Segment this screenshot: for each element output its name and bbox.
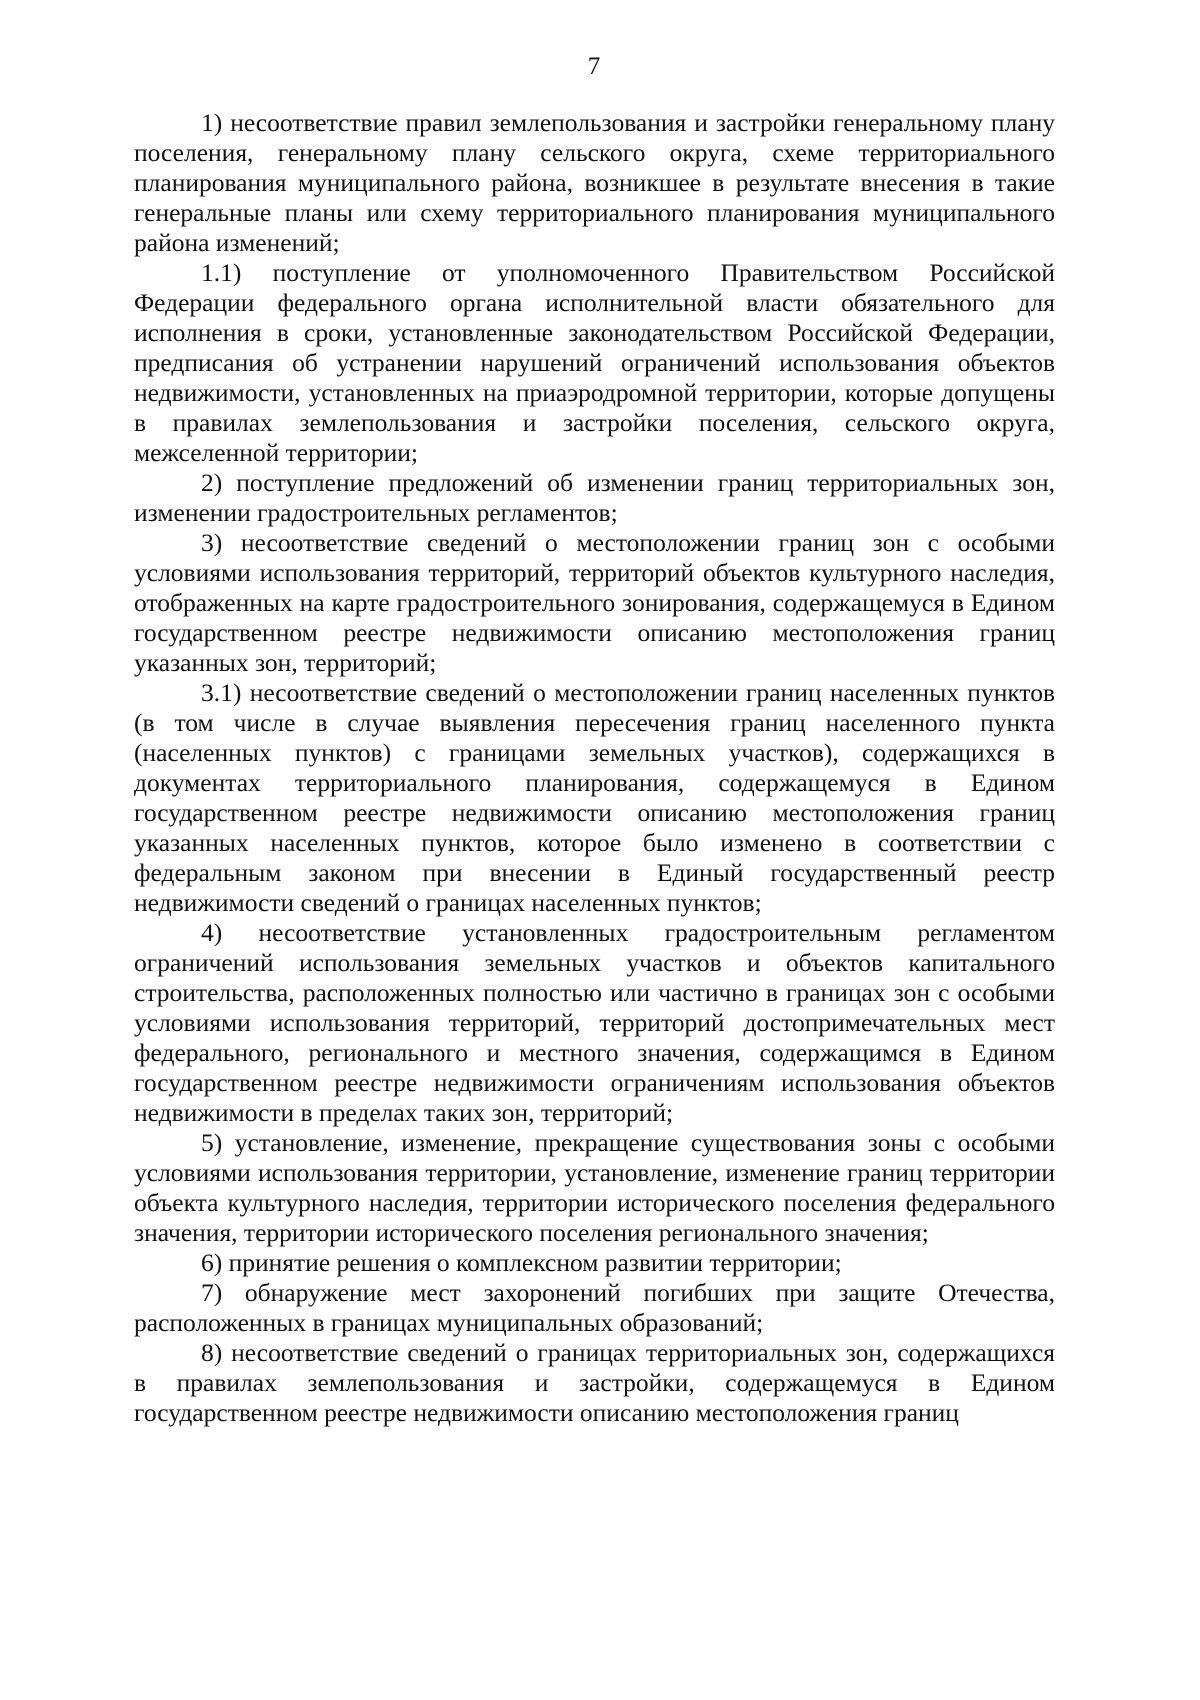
list-item-1: 1) несоответствие правил землепользования и застройки генеральному плану поселения, генеральному плану сельского округа, схеме территориального планирования муниципального района, возникшее в результате внесения в такие генеральные планы или схему территориального планирования муниципального района изменений;: [134, 108, 1055, 257]
list-item-3-1: 3.1) несоответствие сведений о местоположении границ населенных пунктов (в том числе в случае выявления пересечения границ населенного пункта (населенных пунктов) с границами земельных участков), содержащихся в документах территориального планирования, содержащемуся в Едином государственном реестре недвижимости описанию местоположения границ указанных населенных пунктов, которое было изменено в соответствии с федеральным законом при внесении в Единый государственный реестр недвижимости сведений о границах населенных пунктов;: [134, 678, 1055, 917]
list-item-8: 8) несоответствие сведений о границах территориальных зон, содержащихся в правилах землепользования и застройки, содержащемуся в Едином государственном реестре недвижимости описанию местоположения границ: [134, 1338, 1055, 1427]
list-item-5: 5) установление, изменение, прекращение существования зоны с особыми условиями использования территории, установление, изменение границ территории объекта культурного наследия, территории исторического поселения федерального значения, территории исторического поселения регионального значения;: [134, 1128, 1055, 1247]
document-body: [134, 108, 1055, 1428]
list-item-7: 7) обнаружение мест захоронений погибших при защите Отечества, расположенных в границах муниципальных образований;: [134, 1278, 1055, 1337]
page-number: 7: [587, 53, 601, 80]
list-item-6: 6) принятие решения о комплексном развитии территории;: [201, 1248, 842, 1277]
list-item-3: 3) несоответствие сведений о местоположении границ зон с особыми условиями использования территорий, территорий объектов культурного наследия, отображенных на карте градостроительного зонирования, содержащемуся в Едином государственном реестре недвижимости описанию местоположения границ указанных зон, территорий;: [134, 528, 1055, 677]
list-item-4: 4) несоответствие установленных градостроительным регламентом ограничений использования земельных участков и объектов капитального строительства, расположенных полностью или частично в границах зон с особыми условиями использования территорий, территорий достопримечательных мест федерального, регионального и местного значения, содержащимся в Едином государственном реестре недвижимости ограничениям использования объектов недвижимости в пределах таких зон, территорий;: [134, 918, 1055, 1127]
list-item-1-1: 1.1) поступление от уполномоченного Правительством Российской Федерации федерального органа исполнительной власти обязательного для исполнения в сроки, установленные законодательством Российской Федерации, предписания об устранении нарушений ограничений использования объектов недвижимости, установленных на приаэродромной территории, которые допущены в правилах землепользования и застройки поселения, сельского округа, межселенной территории;: [134, 258, 1055, 467]
list-item-2: 2) поступление предложений об изменении границ территориальных зон, изменении градостроительных регламентов;: [134, 468, 1055, 527]
